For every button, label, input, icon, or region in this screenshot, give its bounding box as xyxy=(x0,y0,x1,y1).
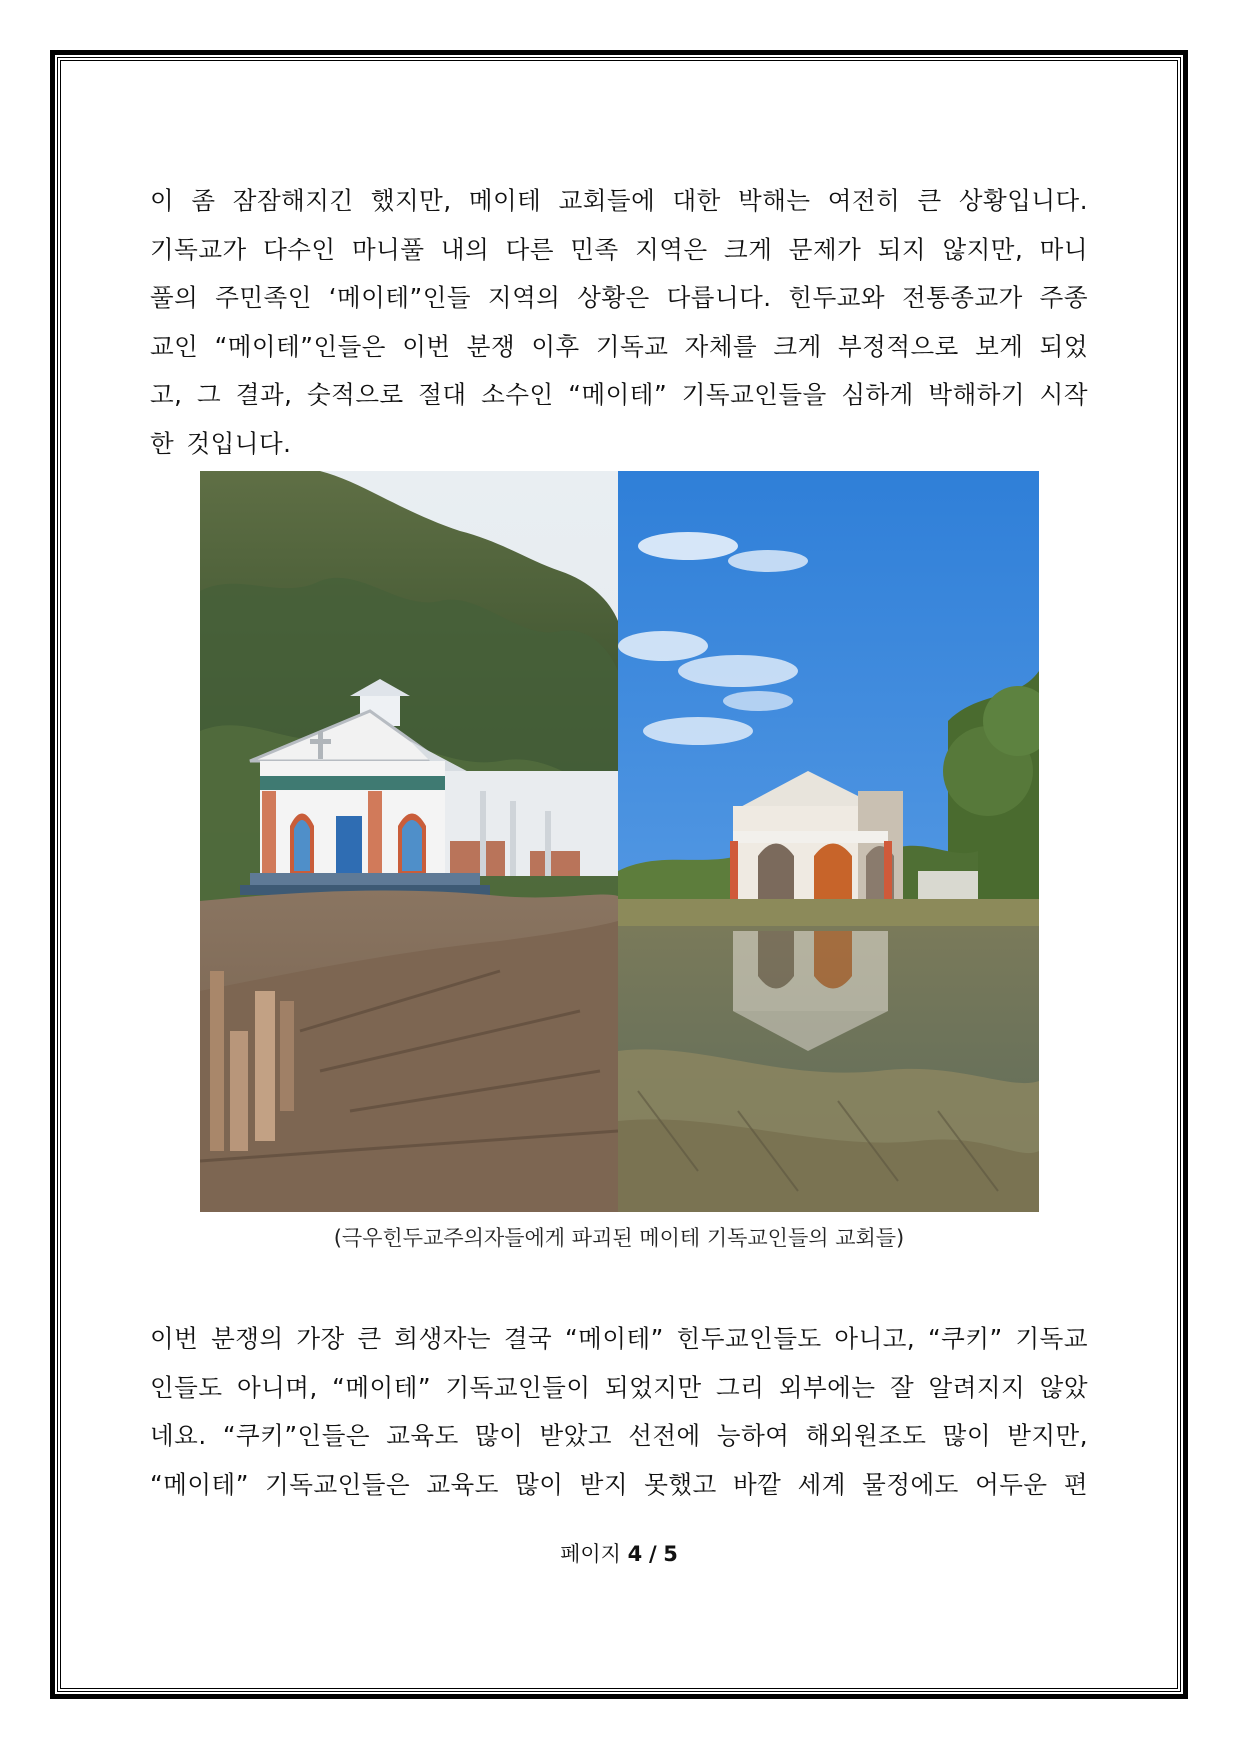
paragraph-1-line: 고, 그 결과, 숫적으로 절대 소수인 “메이테” 기독교인들을 심하게 박해하기 시작 xyxy=(150,380,1088,409)
paragraph-2 xyxy=(150,1315,1088,1509)
paragraph-2-line: 이번 분쟁의 가장 큰 희생자는 결국 “메이테” 힌두교인들도 아니고, “쿠키” 기독교 xyxy=(150,1324,1088,1353)
paragraph-1-line: 기독교가 다수인 마니풀 내의 다른 민족 지역은 크게 문제가 되지 않지만, 마니 xyxy=(150,234,1088,264)
paragraph-1-line: 이 좀 잠잠해지긴 했지만, 메이테 교회들에 대한 박해는 여전히 큰 상황입니다. xyxy=(150,186,1088,215)
page-separator: / xyxy=(648,1542,657,1566)
paragraph-1 xyxy=(150,177,1088,468)
paragraph-1-line: 풀의 주민족인 ‘메이테”인들 지역의 상황은 다릅니다. 힌두교와 전통종교가 주종 xyxy=(150,283,1088,312)
paragraph-2-line: “메이테” 기독교인들은 교육도 많이 받지 못했고 바깥 세계 물정에도 어두운 편 xyxy=(150,1469,1088,1499)
page-number xyxy=(150,1538,1088,1568)
damaged-church-hillside-photo xyxy=(200,471,618,1212)
paragraph-2-line: 네요. “쿠키”인들은 교육도 많이 받았고 선전에 능하여 해외원조도 많이 받지만, xyxy=(150,1421,1088,1450)
paragraph-2-line: 인들도 아니며, “메이테” 기독교인들이 되었지만 그리 외부에는 잘 알려지지 않았 xyxy=(150,1372,1088,1402)
paragraph-1-line: 교인 “메이테”인들은 이번 분쟁 이후 기독교 자체를 크게 부정적으로 보게 되었 xyxy=(150,331,1088,361)
paragraph-1-line: 한 것입니다. xyxy=(150,428,292,458)
figure-caption: (극우힌두교주의자들에게 파괴된 메이테 기독교인들의 교회들) xyxy=(333,1226,905,1250)
church-photos xyxy=(200,471,1039,1212)
church-with-pond-reflection-photo xyxy=(618,471,1039,1212)
total-pages: 5 xyxy=(663,1542,678,1566)
page-number-label: 페이지 xyxy=(560,1542,621,1566)
current-page-number: 4 xyxy=(627,1542,643,1566)
